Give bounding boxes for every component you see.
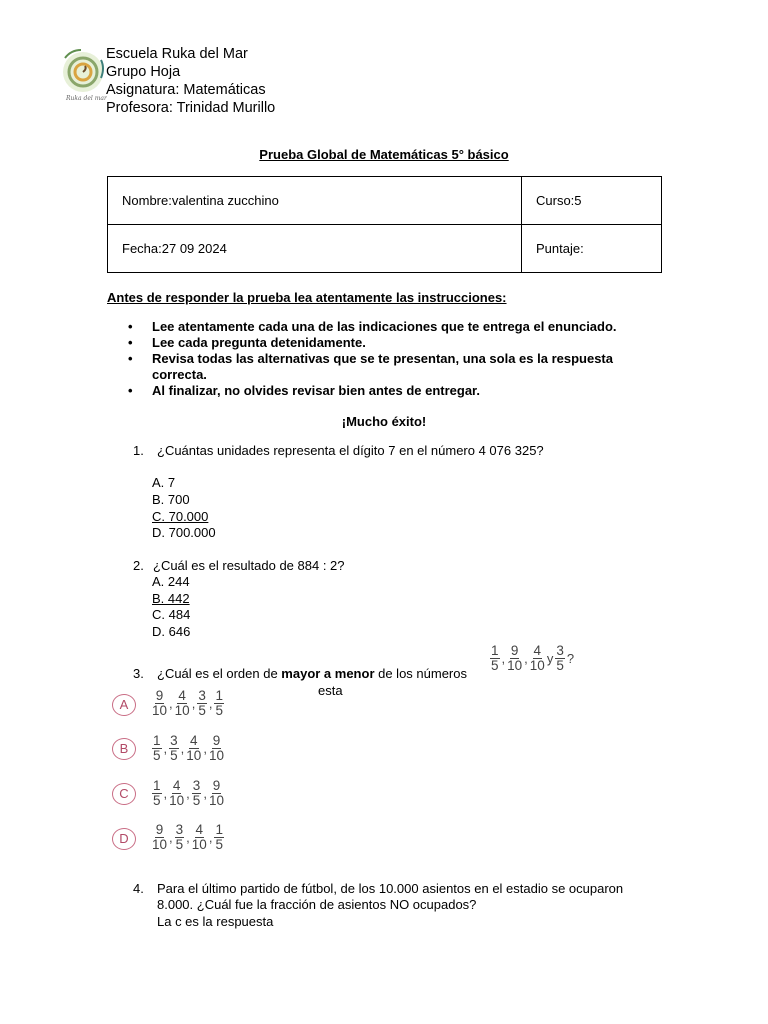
- question-1-option-b: B. 700: [152, 492, 190, 507]
- school-name: Escuela Ruka del Mar: [106, 46, 248, 62]
- course-field: Curso:5: [522, 177, 662, 225]
- question-2-text: ¿Cuál es el resultado de 884 : 2?: [153, 558, 345, 573]
- teacher: Profesora: Trinidad Murillo: [106, 100, 276, 116]
- question-4-answer: La c es la respuesta: [157, 914, 274, 929]
- option-b-circle: B: [112, 738, 136, 760]
- score-field: Puntaje:: [522, 225, 662, 273]
- option-c-fractions: $\frac{1}{5}$ , $\frac{4}{10}$ , $\frac{3}{5}$ , $\frac{9}{10}$: [153, 778, 224, 808]
- instruction-item: • Al finalizar, no olvides revisar bien antes de entregar.: [152, 383, 657, 399]
- question-1-option-a: A. 7: [152, 475, 176, 490]
- student-info-table: [107, 176, 662, 273]
- option-a-circle: A: [112, 694, 136, 716]
- option-d-fractions: $\frac{9}{10}$ , $\frac{3}{5}$ , $\frac{4}{10}$ , $\frac{1}{5}$: [152, 822, 223, 852]
- good-luck-text: ¡Mucho éxito!: [341, 414, 427, 429]
- school-logo: [61, 48, 107, 104]
- student-name-field: Nombre:valentina zucchino: [108, 177, 522, 225]
- question-1-option-d: D. 700.000: [152, 525, 216, 540]
- option-d-circle: D: [112, 828, 136, 850]
- fraction: $\frac{1}{5}$: [491, 643, 499, 673]
- handwritten-note: esta: [318, 683, 343, 698]
- group-name: Grupo Hoja: [106, 64, 181, 80]
- instructions-list: [107, 319, 657, 399]
- question-2-number: 2.: [133, 558, 144, 573]
- fraction: $\frac{9}{10}$: [507, 643, 523, 673]
- fraction: $\frac{4}{10}$: [529, 643, 545, 673]
- question-1-text: ¿Cuántas unidades representa el dígito 7 en el número 4 076 325?: [157, 443, 544, 458]
- question-1-number: 1.: [133, 443, 144, 458]
- option-c-circle: C: [112, 783, 136, 805]
- question-4-number: 4.: [133, 881, 144, 896]
- question-3-fractions: $\frac{1}{5}$ , $\frac{9}{10}$ , $\frac{4}{10}$ y $\frac{3}{5}$ ?: [491, 643, 575, 673]
- question-4-line2: 8.000. ¿Cuál fue la fracción de asientos NO ocupados?: [157, 897, 477, 912]
- date-field: Fecha:27 09 2024: [108, 225, 522, 273]
- option-b-fractions: $\frac{1}{5}$ , $\frac{3}{5}$ , $\frac{4}{10}$ , $\frac{9}{10}$: [153, 733, 224, 763]
- question-2-option-d: D. 646: [152, 624, 191, 639]
- subject: Asignatura: Matemáticas: [106, 82, 266, 98]
- option-a-fractions: $\frac{9}{10}$ , $\frac{4}{10}$ , $\frac{3}{5}$ , $\frac{1}{5}$: [152, 688, 223, 718]
- instructions-heading: Antes de responder la prueba lea atentamente las instrucciones:: [107, 290, 507, 305]
- question-1-option-c: C. 70.000: [152, 509, 209, 524]
- instruction-item: • Lee cada pregunta detenidamente.: [152, 335, 657, 351]
- question-3-number: 3.: [133, 666, 144, 681]
- question-2-option-a: A. 244: [152, 574, 190, 589]
- page-title: Prueba Global de Matemáticas 5° básico: [259, 147, 509, 162]
- question-3-text: ¿Cuál es el orden de mayor a menor de los números: [157, 666, 467, 681]
- fraction: $\frac{3}{5}$: [556, 643, 564, 673]
- question-2-option-c: C. 484: [152, 607, 191, 622]
- question-2-option-b: B. 442: [152, 591, 190, 606]
- svg-text:Ruka del mar: Ruka del mar: [66, 95, 107, 102]
- instruction-item: • Lee atentamente cada una de las indicaciones que te entrega el enunciado.: [152, 319, 657, 335]
- instruction-item: • Revisa todas las alternativas que se te presentan, una sola es la respuesta correcta.: [152, 351, 657, 383]
- question-4-line1: Para el último partido de fútbol, de los 10.000 asientos en el estadio se ocuparon: [157, 881, 624, 896]
